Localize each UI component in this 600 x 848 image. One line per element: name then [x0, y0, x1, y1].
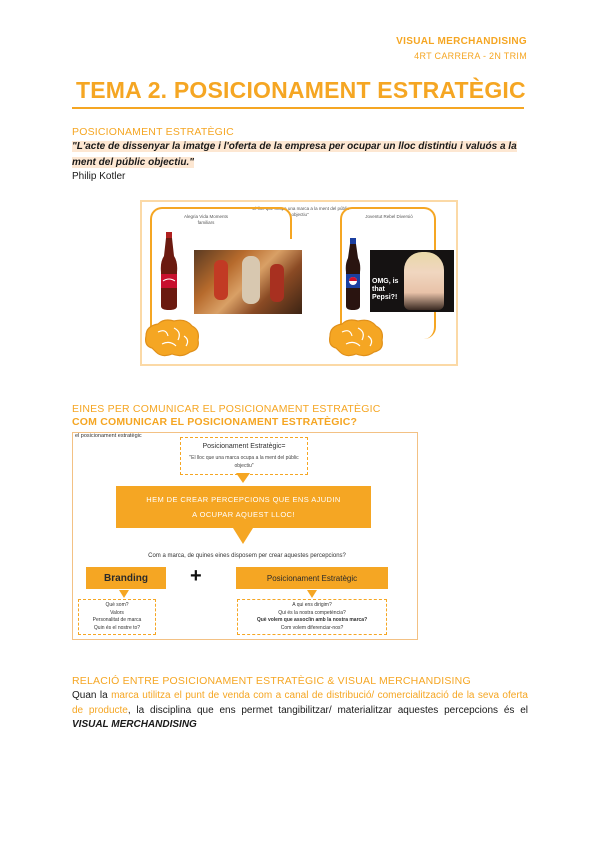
pepsi-bottle-icon [344, 238, 362, 310]
page-title: TEMA 2. POSICIONAMENT ESTRATÈGIC [76, 77, 526, 103]
arrow-down-icon [119, 590, 129, 598]
branding-list: Què som? Valors Personalitat de marca Quin és el nostre to? [78, 599, 156, 635]
arrow-down-icon [307, 590, 317, 598]
brain-icon [326, 318, 386, 358]
section1-heading: POSICIONAMENT ESTRATÈGIC [72, 126, 234, 138]
posicionament-list: A qui ens dirigim? Qui és la nostra competència? Què volem que associïn amb la nostra marca? Com volem diferenciar-nos? [237, 599, 387, 635]
brain-icon [142, 318, 202, 358]
tools-question: Com a marca, de quines eines disposem per crear aquestes percepcions? [148, 553, 346, 559]
coca-cola-bottle-icon [158, 232, 180, 310]
quote-author: Philip Kotler [72, 171, 126, 182]
posicionament-label: Posicionament Estratègic [236, 567, 388, 589]
section2-subheading: COM COMUNICAR EL POSICIONAMENT ESTRATÈGIC? [72, 416, 358, 428]
pepsi-caption: OMG, is that Pepsi?! [372, 278, 399, 301]
coca-pepsi-figure [140, 200, 458, 366]
section2-heading: EINES PER COMUNICAR EL POSICIONAMENT ESTRATÈGIC [72, 403, 381, 415]
header-term: 4RT CARRERA - 2N TRIM [414, 51, 527, 61]
plus-icon: + [190, 565, 202, 587]
figure1-left-text: Alegria Vida Moments familiars [184, 214, 228, 225]
figure1-top-text: "El lloc que ocupa una marca a la ment del públic objectiu" [250, 206, 350, 217]
header-course: VISUAL MERCHANDISING [396, 36, 527, 47]
kotler-quote: "L'acte de dissenyar la imatge i l'oferta de la empresa per ocupar un lloc distintiu i valuós a la ment del públic objectiu." [72, 141, 517, 168]
arrow-down-icon [236, 473, 250, 483]
communication-diagram [72, 432, 418, 640]
perceptions-banner: HEM DE CREAR PERCEPCIONS QUE ENS AJUDIN A OCUPAR AQUEST LLOC! [116, 486, 371, 528]
section3-heading: RELACIÓ ENTRE POSICIONAMENT ESTRATÈGIC & VISUAL MERCHANDISING [72, 675, 471, 687]
left-bracket-end [248, 207, 292, 239]
figure2-corner-text: el posicionament estratègic [75, 433, 142, 439]
pepsi-ad-image [370, 250, 454, 312]
section3-paragraph: Quan la marca utilitza el punt de venda com a canal de distribució/ comercialització de la seva oferta de producte, la disciplina que ens permet tangibilitzar/ materialitzar aquestes percepcions és el VISUAL MERCHANDISING [72, 690, 528, 730]
coca-cola-ad-image [194, 250, 302, 314]
arrow-down-icon [233, 528, 253, 544]
branding-label: Branding [86, 567, 166, 589]
figure1-right-text: Joventut Rebel Diversió [365, 214, 413, 219]
title-divider [72, 107, 524, 109]
definition-box: Posicionament Estratègic= "El lloc que una marca ocupa a la ment del públic objectiu" [180, 437, 308, 475]
